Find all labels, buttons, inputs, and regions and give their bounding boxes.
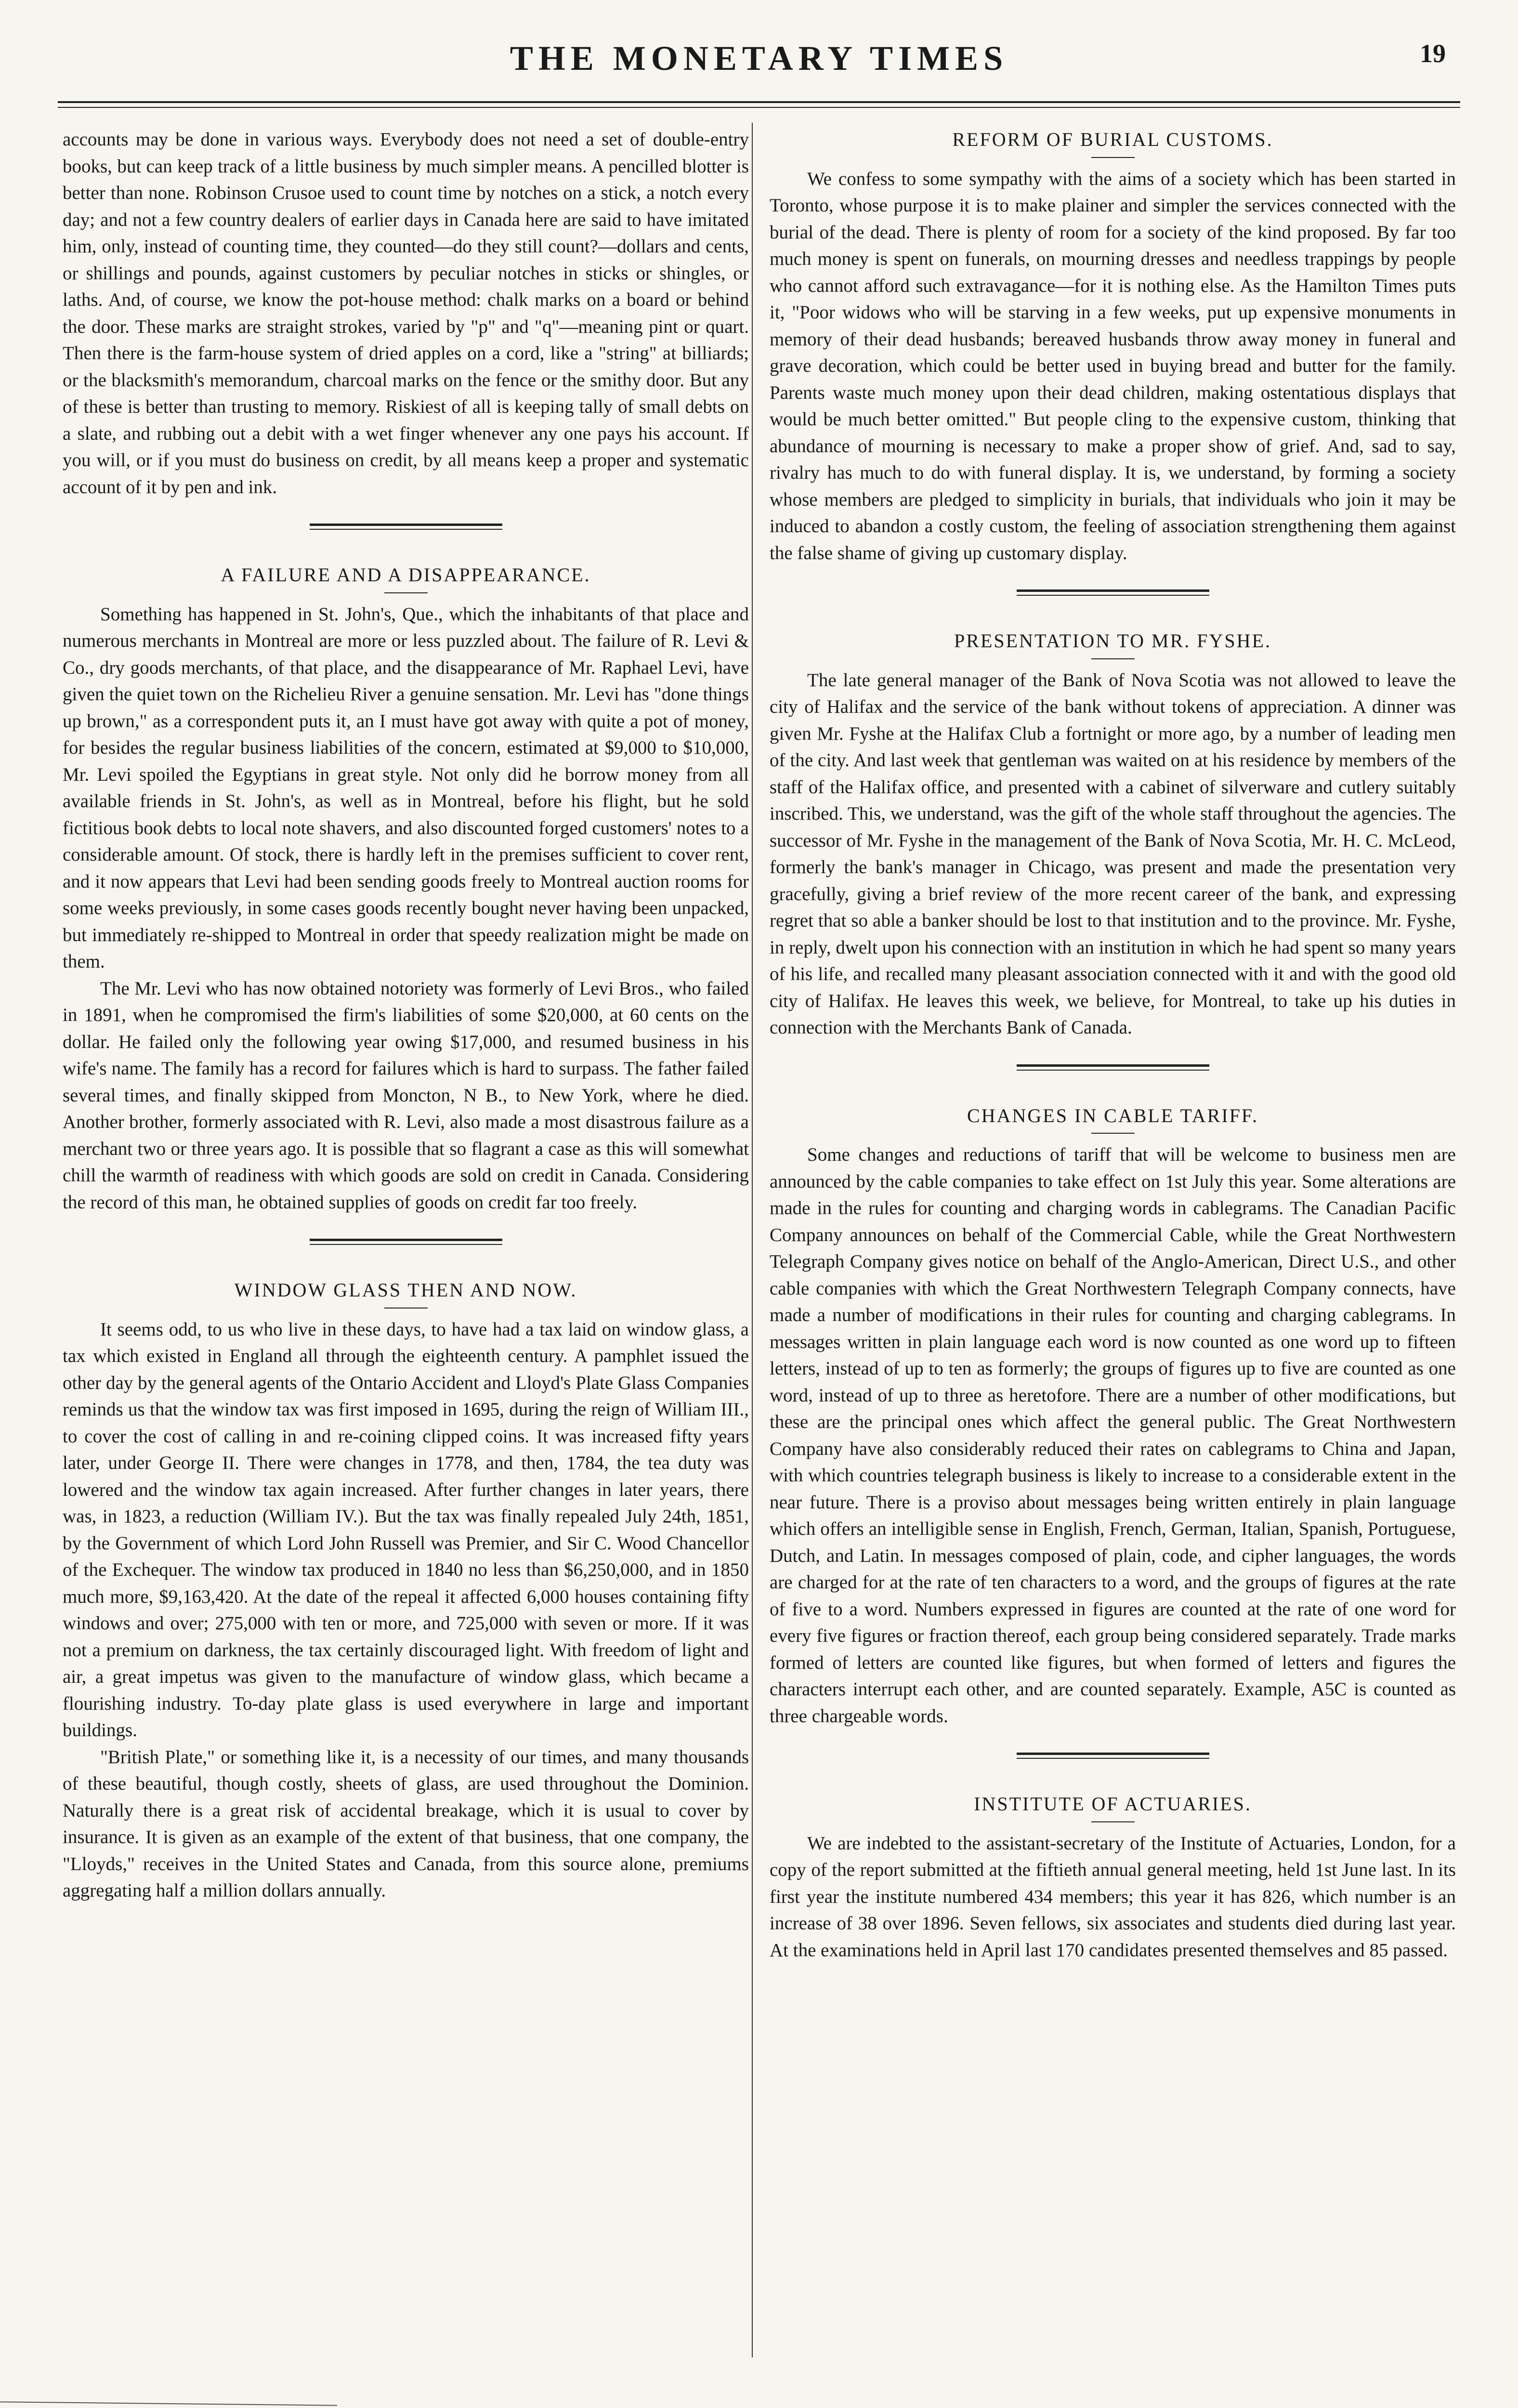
article-heading: REFORM OF BURIAL CUSTOMS.	[952, 129, 1273, 150]
column-divider	[752, 123, 753, 2357]
section-separator	[310, 523, 502, 530]
heading-underline	[1091, 1133, 1135, 1134]
heading-underline	[384, 1308, 428, 1309]
heading-underline	[384, 592, 428, 593]
article-paragraph: We confess to some sympathy with the aims of a society which has been started in Toronto, whose purpose it is to make plainer and simpler the services connected with the burial of the dead. There is plenty of room for a society of the kind proposed. By far too much money is spent on funerals, on mourning dresses and needless trappings by people who cannot afford such extravagance—for it is nothing else. As the Hamilton Times puts it, "Poor widows who will be starving in a few weeks, put up expensive monuments in memory of their dead husbands; bereaved husbands throw away money in funeral and grave decoration, which could be better used in buying bread and butter for the family. Parents waste much money upon their dead children, making ostentatious displays that would be much better omitted." But people cling to the expensive custom, thinking that abundance of mourning is necessary to make a proper show of grief. And, sad to say, rivalry has much to do with funeral display. It is, we understand, by forming a society whose members are pledged to simplicity in burials, that individuals who join it may be induced to abandon a costly custom, the feeling of association strengthening them against the false shame of giving up customary display.	[770, 168, 1456, 563]
article-paragraph: We are indebted to the assistant-secretary of the Institute of Actuaries, London, for a copy of the report submitted at the fiftieth annual general meeting, held 1st June last. In its first year the institute numbered 434 members; this year it has 826, which number is an increase of 38 over 1896. Seven fellows, six associates and students died during last year. At the examinations held in April last 170 candidates presented themselves and 85 passed.	[770, 1832, 1456, 1961]
article-heading: CHANGES IN CABLE TARIFF.	[967, 1104, 1258, 1126]
article-burial-customs	[770, 126, 1456, 566]
article-continued-accounts	[63, 126, 749, 500]
article-paragraph: It seems odd, to us who live in these days, to have had a tax laid on window glass, a tax which existed in England all through the eighteenth century. A pamphlet issued the other day by the general agents of the Ontario Accident and Lloyd's Plate Glass Companies reminds us that the window tax was first imposed in 1695, during the reign of William III., to cover the cost of calling in and re-coining clipped coins. It was increased fifty years later, under George II. There were changes in 1778, and then, 1784, the tea duty was lowered and the window tax again increased. After further changes in later years, there was, in 1823, a reduction (William IV.). But the tax was finally repealed July 24th, 1851, by the Government of which Lord John Russell was Premier, and Sir C. Wood Chancellor of the Exchequer. The window tax produced in 1840 no less than $6,250,000, and in 1850 much more, $9,163,420. At the date of the repeal it affected 6,000 houses containing fifty windows and over; 275,000 with ten or more, and 725,000 with seven or more. If it was not a premium on darkness, the tax certainly discouraged light. With freedom of light and air, a great impetus was given to the manufacture of window glass, which became a flourishing industry. To-day plate glass is used everywhere in large and important buildings.	[63, 1319, 749, 1741]
article-paragraph: The late general manager of the Bank of Nova Scotia was not allowed to leave the city of Halifax and the service of the bank without tokens of appreciation. A dinner was given Mr. Fyshe at the Halifax Club a fortnight or more ago, by a number of leading men of the city. And last week that gentleman was waited on at his residence by members of the staff of the Halifax office, and presented with a cabinet of silverware and cutlery suitably inscribed. This, we understand, was the gift of the whole staff throughout the agencies. The successor of Mr. Fyshe in the management of the Bank of Nova Scotia, Mr. H. C. McLeod, formerly the bank's manager in Chicago, was present and made the presentation very gracefully, giving a brief review of the more recent career of the bank, and expressing regret that so able a banker should be lost to that institution and to the province. Mr. Fyshe, in reply, dwelt upon his connection with an institution in which he had spent so many years of his life, and recalled many pleasant association connected with it and with the good old city of Halifax. He leaves this week, we believe, for Montreal, to take up his duties in connection with the Merchants Bank of Canada.	[770, 669, 1456, 1038]
article-cable-tariff	[770, 1102, 1456, 1730]
article-presentation-fyshe	[770, 628, 1456, 1041]
article-heading: WINDOW GLASS THEN AND NOW.	[234, 1279, 577, 1301]
article-failure-disappearance	[63, 562, 749, 1216]
section-separator	[310, 1239, 502, 1245]
article-window-glass	[63, 1277, 749, 1904]
publication-title: THE MONETARY TIMES	[510, 39, 1008, 78]
article-heading: PRESENTATION TO MR. FYSHE.	[954, 630, 1271, 652]
article-paragraph: "British Plate," or something like it, is a necessity of our times, and many thousands of these beautiful, though costly, sheets of glass, are used throughout the Dominion. Naturally there is a great risk of accidental breakage, which it is usual to cover by insurance. It is given as an example of the extent of that business, that one company, the "Lloyds," receives in the United States and Canada, from this source alone, premiums aggregating half a million dollars annually.	[63, 1746, 749, 1901]
article-paragraph: The Mr. Levi who has now obtained notoriety was formerly of Levi Bros., who failed in 1891, when he compromised the firm's liabilities of some $20,000, at 60 cents on the dollar. He failed only the following year owing $17,000, and resumed business in his wife's name. The family has a record for failures which is hard to surpass. The father failed several times, and finally skipped from Moncton, N B., to New York, where he died. Another brother, formerly associated with R. Levi, also made a most disastrous failure as a merchant two or three years ago. It is possible that so flagrant a case as this will somewhat chill the warmth of readiness with which goods are sold on credit in Canada. Considering the record of this man, he obtained supplies of goods on credit far too freely.	[63, 978, 749, 1213]
heading-underline	[1091, 658, 1135, 659]
section-separator	[1017, 1753, 1209, 1759]
article-institute-actuaries	[770, 1791, 1456, 1963]
header-rule-thin	[58, 107, 1460, 108]
article-heading: A FAILURE AND A DISAPPEARANCE.	[221, 564, 591, 586]
heading-underline	[1091, 157, 1135, 158]
masthead	[0, 39, 1518, 92]
section-separator	[1017, 1064, 1209, 1071]
heading-underline	[1091, 1821, 1135, 1822]
article-heading: INSTITUTE OF ACTUARIES.	[974, 1793, 1252, 1815]
header-rule	[58, 101, 1460, 103]
left-column	[63, 126, 749, 1904]
section-separator	[1017, 589, 1209, 596]
article-paragraph: Some changes and reductions of tariff that will be welcome to business men are announced by the cable companies to take effect on 1st July this year. Some alterations are made in the rules for counting and charging words in cablegrams. The Canadian Pacific Company announces on behalf of the Commercial Cable, while the Great Northwestern Telegraph Company gives notice on behalf of the Anglo-American, Direct U.S., and other cable companies with which the Great Northwestern Telegraph Company connects, have made a number of modifications in their rules for counting and charging cablegrams. In messages written in plain language each word is now counted as one word up to fifteen letters, instead of up to ten as formerly; the groups of figures up to five are counted as one word, instead of up to three as heretofore. There are a number of other modifications, but these are the principal ones which affect the general public. The Great Northwestern Company have also considerably reduced their rates on cablegrams to China and Japan, with which countries telegraph business is likely to increase to a considerable extent in the near future. There is a proviso about messages being written entirely in plain language which offers an intelligible sense in English, French, German, Italian, Spanish, Portuguese, Dutch, and Latin. In messages composed of plain, code, and cipher languages, the words are charged for at the rate of ten characters to a word, and the groups of figures at the rate of five to a word. Numbers expressed in figures are counted at the rate of one word for every five figures or fraction thereof, each group being considered separately. Trade marks formed of letters are counted like figures, but when formed of letters and figures the characters interrupt each other, and are counted separately. Example, A5C is counted as three chargeable words.	[770, 1144, 1456, 1727]
page-number: 19	[1420, 39, 1446, 68]
article-paragraph: accounts may be done in various ways. Everybody does not need a set of double-entry books, but can keep track of a little business by much simpler means. A pencilled blotter is better than none. Robinson Crusoe used to count time by notches on a stick, a notch every day; and not a few country dealers of earlier days in Canada here are said to have imitated him, only, instead of counting time, they counted—do they still count?—dollars and cents, or shillings and pounds, against customers by peculiar notches in sticks or shingles, or laths. And, of course, we know the pot-house method: chalk marks on a board or behind the door. These marks are straight strokes, varied by "p" and "q"—meaning pint or quart. Then there is the farm-house system of dried apples on a cord, like a "string" at billiards; or the blacksmith's memorandum, charcoal marks on the fence or the smithy door. But any of these is better than trusting to memory. Riskiest of all is keeping tally of small debts on a slate, and rubbing out a debit with a wet finger whenever any one pays his account. If you will, or if you must do business on credit, by all means keep a proper and systematic account of it by pen and ink.	[63, 129, 749, 497]
right-column	[770, 126, 1456, 1963]
article-paragraph: Something has happened in St. John's, Que., which the inhabitants of that place and numerous merchants in Montreal are more or less puzzled about. The failure of R. Levi & Co., dry goods merchants, of that place, and the disappearance of Mr. Raphael Levi, have given the quiet town on the Richelieu River a genuine sensation. Mr. Levi has "done things up brown," as a correspondent puts it, an I must have got away with quite a pot of money, for besides the regular business liabilities of the concern, estimated at $9,000 to $10,000, Mr. Levi spoiled the Egyptians in great style. Not only did he borrow money from all available friends in St. John's, as well as in Montreal, before his flight, but he sold fictitious book debts to local note shavers, and also discounted forged customers' notes to a considerable amount. Of stock, there is hardly left in the premises sufficient to cover rent, and it now appears that Levi had been sending goods freely to Montreal auction rooms for some weeks previously, in some cases goods recently bought never having been unpacked, but immediately re-shipped to Montreal in order that speedy realization might be made on them.	[63, 603, 749, 972]
scan-edge-mark	[0, 2401, 337, 2408]
